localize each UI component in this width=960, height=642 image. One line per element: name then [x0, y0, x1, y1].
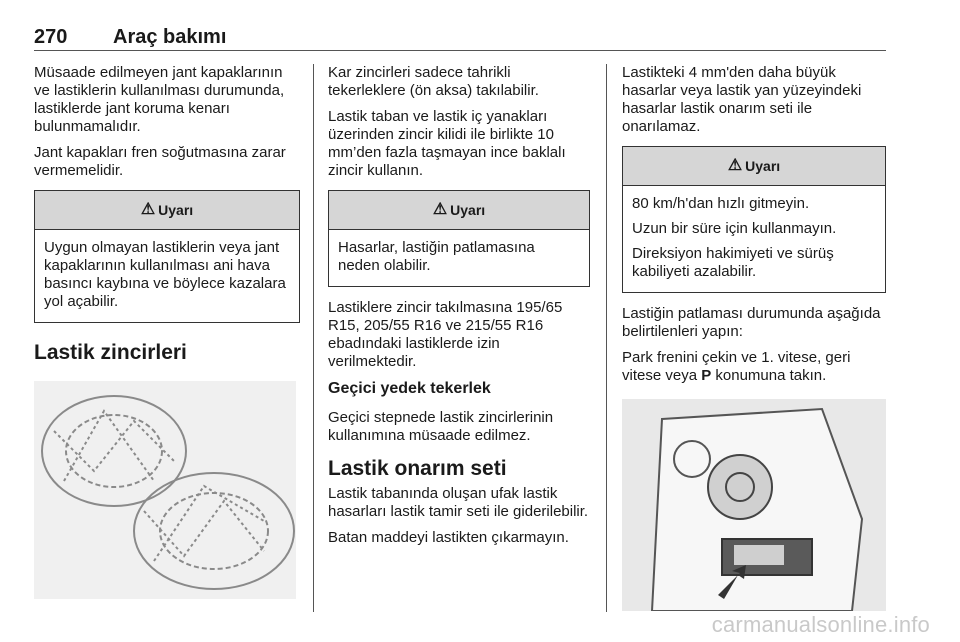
section-heading: Lastik onarım seti	[328, 457, 507, 480]
column-divider	[313, 64, 314, 612]
warning-text: Uygun olmayan lastiklerin veya jant kapaklarının kullanılması ani hava basıncı kaybına ve böylece kazalara yol açabilir.	[44, 239, 286, 310]
warning-box	[622, 146, 886, 293]
warning-triangle-icon: ⚠	[140, 201, 156, 218]
warning-label: Uyarı	[745, 158, 781, 174]
page-number: 270	[34, 26, 68, 48]
warning-item: Uzun bir süre için kullanmayın.	[632, 220, 837, 237]
warning-item: 80 km/h'dan hızlı gitmeyin.	[632, 195, 810, 212]
paragraph: Lastiğin patlaması durumunda aşağıda belirtilenleri yapın:	[622, 305, 881, 340]
paragraph: Jant kapakları fren soğutmasına zarar vermemelidir.	[34, 144, 286, 179]
warning-box	[34, 190, 300, 323]
column-middle	[328, 64, 590, 555]
page-header	[34, 26, 886, 51]
warning-item: Direksiyon hakimiyeti ve sürüş kabiliyeti azalabilir.	[632, 245, 834, 280]
paragraph: Batan maddeyi lastikten çıkarmayın.	[328, 529, 569, 546]
paragraph: Lastik taban ve lastik iç yanakları üzerinden zincir kilidi ile birlikte 10 mm’den fazla taşmayan ince baklalı zincir kullanın.	[328, 108, 566, 179]
warning-label: Uyarı	[158, 202, 194, 218]
subsection-heading: Geçici yedek tekerlek	[328, 380, 491, 397]
page-title: Araç bakımı	[113, 26, 227, 48]
warning-label: Uyarı	[450, 202, 486, 218]
paragraph: Geçici stepnede lastik zincirlerinin kullanımına müsaade edilmez.	[328, 409, 554, 444]
warning-box	[328, 190, 590, 287]
paragraph: Lastik tabanında oluşan ufak lastik hasarları lastik tamir seti ile giderilebilir.	[328, 485, 589, 520]
section-heading: Lastik zincirleri	[34, 341, 187, 364]
paragraph: Kar zincirleri sadece tahrikli tekerleklere (ön aksa) takılabilir.	[328, 64, 539, 99]
paragraph: Lastikteki 4 mm'den daha büyük hasarlar veya lastik yan yüzeyindeki hasarlar lastik onarım seti ile onarılamaz.	[622, 64, 862, 135]
paragraph: Müsaade edilmeyen jant kapaklarının ve lastiklerin kullanılması durumunda, lastiklerde jant koruma kenarı bulunmamalıdır.	[34, 64, 285, 135]
column-divider	[606, 64, 607, 612]
warning-triangle-icon: ⚠	[432, 201, 448, 218]
warning-triangle-icon: ⚠	[727, 157, 743, 174]
snow-chains-illustration	[34, 381, 296, 599]
warning-header	[329, 191, 589, 230]
warning-text: Hasarlar, lastiğin patlamasına neden olabilir.	[338, 239, 535, 274]
gear-p-label: P	[701, 367, 712, 384]
warning-header	[623, 147, 885, 186]
column-right	[622, 64, 886, 611]
watermark: carmanualsonline.info	[711, 612, 930, 637]
repair-kit-compartment-illustration	[622, 399, 886, 611]
paragraph: Park frenini çekin ve 1. vitese, geri vitese veya P konumuna takın.	[622, 349, 851, 384]
column-left	[34, 64, 300, 599]
paragraph: Lastiklere zincir takılmasına 195/65 R15, 205/55 R16 ve 215/55 R16 ebadındaki lastiklerde izin verilmektedir.	[328, 299, 563, 370]
warning-header	[35, 191, 299, 230]
